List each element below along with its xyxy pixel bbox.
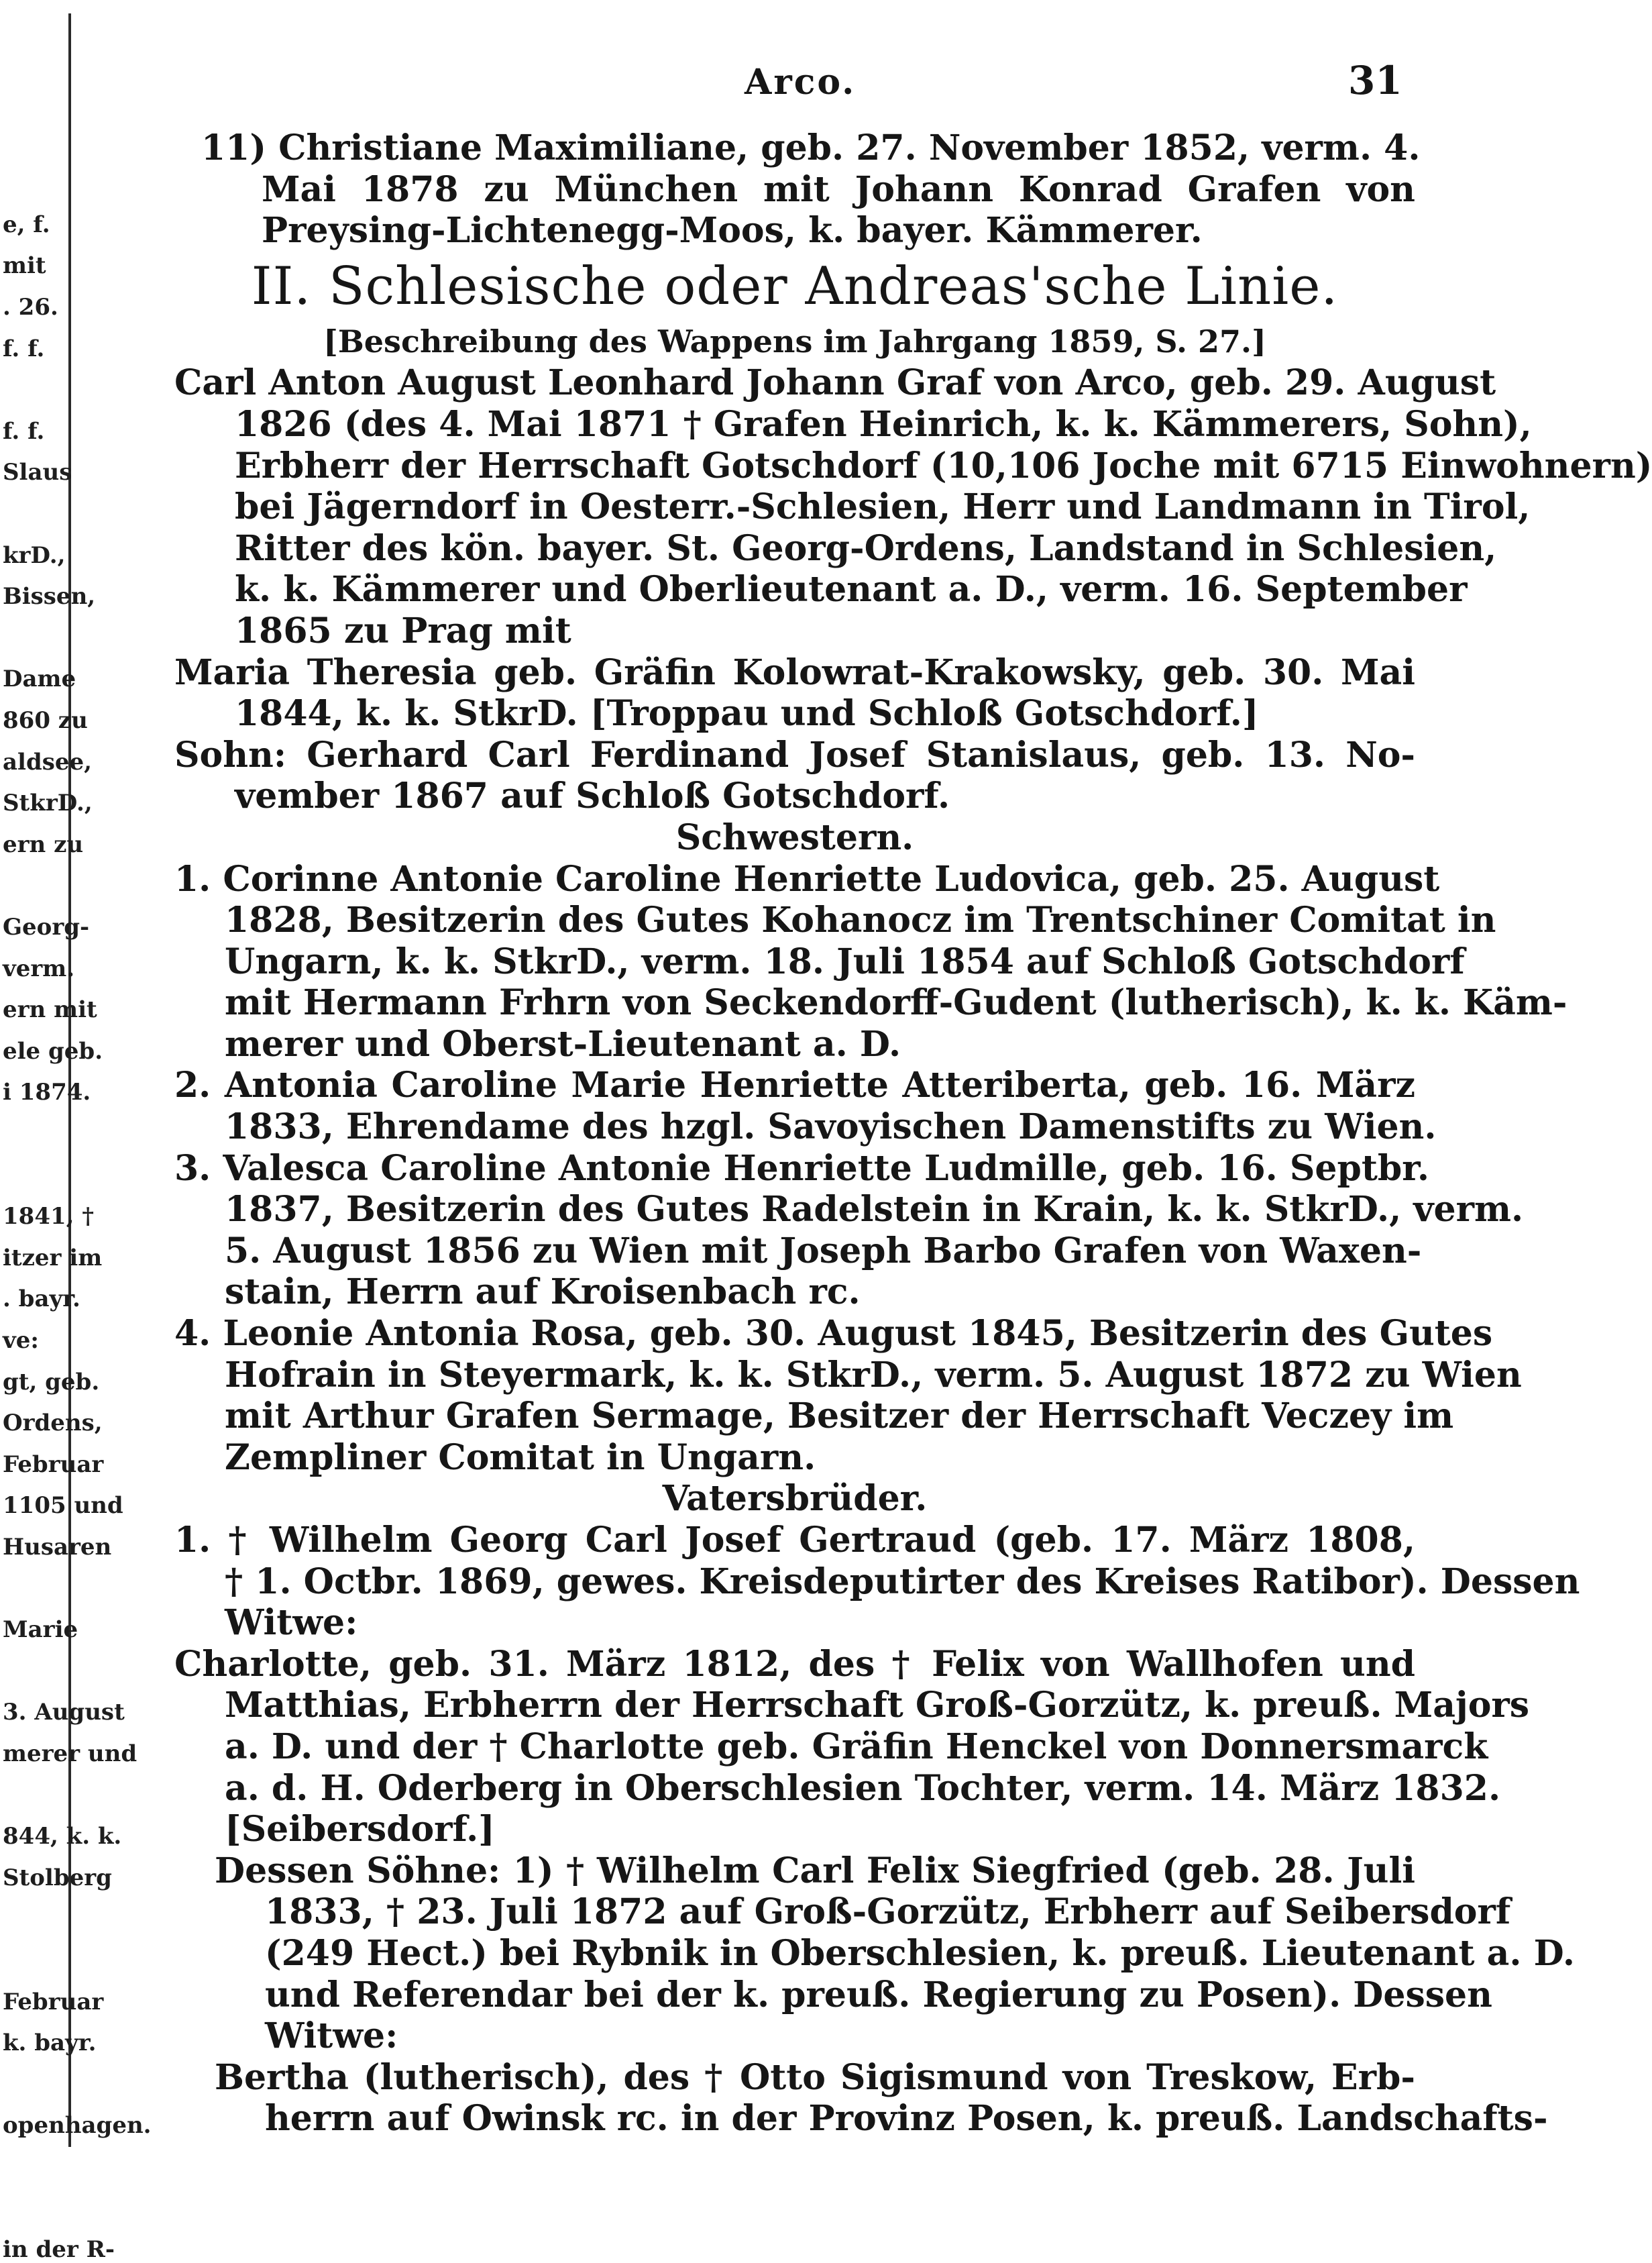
facing-page-fragment: 1841, † <box>3 1203 95 1230</box>
section-heading: II. Schlesische oder Andreas'sche Linie. <box>251 256 1339 317</box>
facing-page-fragment: e, f. <box>3 211 50 238</box>
facing-page-fragment: ve: <box>3 1327 39 1354</box>
sister-2-entry: 1833, Ehrendame des hzgl. Savoyischen Damenstifts zu Wien. <box>225 1106 1437 1148</box>
son-paragraph: Sohn: Gerhard Carl Ferdinand Josef Stanislaus, geb. 13. No- <box>174 734 1415 776</box>
page-number: 31 <box>1348 58 1402 103</box>
facing-page-fragment: krD., <box>3 541 66 569</box>
sons-paragraph: 1833, † 23. Juli 1872 auf Groß-Gorzütz, Erbherr auf Seibersdorf <box>265 1891 1511 1933</box>
facing-page-fragment: openhagen. <box>3 2112 152 2140</box>
facing-page-fragment: i 1874. <box>3 1079 91 1106</box>
sons-paragraph: Witwe: <box>265 2015 398 2057</box>
subsection-heading-sisters: Schwestern. <box>675 817 914 858</box>
uncle-1-entry: Witwe: <box>225 1602 358 1644</box>
facing-page-fragment: ele geb. <box>3 1037 103 1065</box>
sister-1-entry: 1. Corinne Antonie Caroline Henriette Ludovica, geb. 25. August <box>174 858 1440 900</box>
facing-page-fragment: in der R- <box>3 2236 115 2263</box>
widow-paragraph: [Seibersdorf.] <box>225 1809 495 1850</box>
sister-3-entry: 5. August 1856 zu Wien mit Joseph Barbo Grafen von Waxen- <box>225 1230 1422 1271</box>
sister-4-entry: mit Arthur Grafen Sermage, Besitzer der Herrschaft Veczey im <box>225 1396 1454 1437</box>
facing-page-fragment: Georg- <box>3 914 90 941</box>
facing-page-fragment: Februar <box>3 1988 104 2015</box>
page-header <box>0 58 1610 109</box>
facing-page-fragment: Husaren <box>3 1534 112 1561</box>
facing-page-fragment: f. f. <box>3 335 45 362</box>
wife-paragraph: 1844, k. k. StkrD. [Troppau und Schloß Gotschdorf.] <box>235 693 1259 735</box>
son-paragraph: vember 1867 auf Schloß Gotschdorf. <box>235 776 950 817</box>
head-of-line-paragraph: Ritter des kön. bayer. St. Georg-Ordens, Landstand in Schlesien, <box>235 527 1497 569</box>
facing-page-fragment: mit <box>3 252 46 280</box>
sister-3-entry: 3. Valesca Caroline Antonie Henriette Ludmille, geb. 16. Septbr. <box>174 1147 1429 1189</box>
facing-page-fragment: ern zu <box>3 831 84 858</box>
sons-paragraph: Dessen Söhne: 1) † Wilhelm Carl Felix Siegfried (geb. 28. Juli <box>215 1850 1415 1891</box>
sister-4-entry: Zempliner Comitat in Ungarn. <box>225 1436 816 1478</box>
facing-page-fragment: itzer im <box>3 1244 103 1271</box>
sister-2-entry: 2. Antonia Caroline Marie Henriette Atteriberta, geb. 16. März <box>174 1065 1415 1106</box>
head-of-line-paragraph: Carl Anton August Leonhard Johann Graf von Arco, geb. 29. August <box>174 362 1496 404</box>
wife-paragraph: Maria Theresia geb. Gräfin Kolowrat-Krakowsky, geb. 30. Mai <box>174 651 1415 693</box>
widow-paragraph: a. D. und der † Charlotte geb. Gräfin Henckel von Donnersmarck <box>225 1726 1488 1767</box>
facing-page-fragment: f. f. <box>3 417 45 445</box>
sister-1-entry: 1828, Besitzerin des Gutes Kohanocz im Trentschiner Comitat in <box>225 900 1496 941</box>
facing-page-fragment: 860 zu <box>3 707 88 734</box>
page-body <box>174 127 1652 2140</box>
sons-paragraph: (249 Hect.) bei Rybnik in Oberschlesien, k. preuß. Lieutenant a. D. <box>265 1932 1575 1974</box>
sons-paragraph: und Referendar bei der k. preuß. Regierung zu Posen). Dessen <box>265 1974 1492 2015</box>
head-of-line-paragraph: 1826 (des 4. Mai 1871 † Grafen Heinrich, k. k. Kämmerers, Sohn), <box>235 403 1532 445</box>
bertha-paragraph: herrn auf Owinsk rc. in der Provinz Posen, k. preuß. Landschafts- <box>265 2098 1548 2140</box>
facing-page-fragment: 1105 und <box>3 1492 123 1520</box>
head-of-line-paragraph: Erbherr der Herrschaft Gotschdorf (10,106 Joche mit 6715 Einwohnern) <box>235 445 1652 486</box>
facing-page-fragment: Februar <box>3 1451 104 1478</box>
entry-11-line: Mai 1878 zu München mit Johann Konrad Grafen von <box>262 168 1415 210</box>
facing-page-fragment: 3. August <box>3 1699 125 1726</box>
running-head: Arco. <box>745 62 857 103</box>
facing-page-fragment: StkrD., <box>3 790 93 817</box>
facing-page-fragment: 844, k. k. <box>3 1823 122 1850</box>
widow-paragraph: Matthias, Erbherrn der Herrschaft Groß-Gorzütz, k. preuß. Majors <box>225 1685 1530 1726</box>
section-subheading: [Beschreibung des Wappens im Jahrgang 1859, S. 27.] <box>323 323 1266 360</box>
sister-1-entry: mit Hermann Frhrn von Seckendorff-Gudent (lutherisch), k. k. Käm- <box>225 982 1567 1024</box>
sister-4-entry: 4. Leonie Antonia Rosa, geb. 30. August 1845, Besitzerin des Gutes <box>174 1313 1493 1355</box>
sister-1-entry: merer und Oberst-Lieutenant a. D. <box>225 1023 901 1065</box>
facing-page-fragment: . bayr. <box>3 1285 80 1313</box>
sister-4-entry: Hofrain in Steyermark, k. k. StkrD., verm. 5. August 1872 zu Wien <box>225 1354 1522 1396</box>
facing-page-fragment: . 26. <box>3 294 58 321</box>
head-of-line-paragraph: 1865 zu Prag mit <box>235 610 571 651</box>
facing-page-fragment: ern mit <box>3 996 97 1024</box>
head-of-line-paragraph: k. k. Kämmerer und Oberlieutenant a. D., verm. 16. September <box>235 569 1468 611</box>
uncle-1-entry: 1. † Wilhelm Georg Carl Josef Gertraud (geb. 17. März 1808, <box>174 1520 1415 1561</box>
facing-page-fragment: k. bayr. <box>3 2030 97 2057</box>
facing-page-fragment: Dame <box>3 666 76 693</box>
facing-page-fragment: Stolberg <box>3 1864 112 1891</box>
facing-page-margin <box>0 0 152 2263</box>
facing-page-fragment: Bissen, <box>3 583 96 611</box>
facing-page-fragment: Marie <box>3 1616 78 1644</box>
facing-page-fragment: aldsee, <box>3 748 92 776</box>
sister-1-entry: Ungarn, k. k. StkrD., verm. 18. Juli 1854 auf Schloß Gotschdorf <box>225 941 1465 982</box>
facing-page-fragment: Slaus <box>3 459 72 486</box>
entry-11-line: Preysing-Lichtenegg-Moos, k. bayer. Kämmerer. <box>262 210 1203 252</box>
widow-paragraph: a. d. H. Oderberg in Oberschlesien Tochter, verm. 14. März 1832. <box>225 1767 1501 1809</box>
facing-page-fragment: merer und <box>3 1740 137 1767</box>
entry-11-line: 11) Christiane Maximiliane, geb. 27. November 1852, verm. 4. <box>201 127 1421 168</box>
subsection-heading-uncles: Vatersbrüder. <box>662 1478 928 1520</box>
widow-paragraph: Charlotte, geb. 31. März 1812, des † Felix von Wallhofen und <box>174 1643 1415 1685</box>
bertha-paragraph: Bertha (lutherisch), des † Otto Sigismund von Treskow, Erb- <box>215 2056 1415 2098</box>
sister-3-entry: stain, Herrn auf Kroisenbach rc. <box>225 1271 861 1313</box>
facing-page-fragment: gt, geb. <box>3 1368 100 1396</box>
uncle-1-entry: † 1. Octbr. 1869, gewes. Kreisdeputirter des Kreises Ratibor). Dessen <box>225 1561 1580 1602</box>
head-of-line-paragraph: bei Jägerndorf in Oesterr.-Schlesien, Herr und Landmann in Tirol, <box>235 486 1531 528</box>
facing-page-fragment: Ordens, <box>3 1410 103 1437</box>
facing-page-fragment: verm. <box>3 955 75 982</box>
sister-3-entry: 1837, Besitzerin des Gutes Radelstein in Krain, k. k. StkrD., verm. <box>225 1189 1524 1230</box>
